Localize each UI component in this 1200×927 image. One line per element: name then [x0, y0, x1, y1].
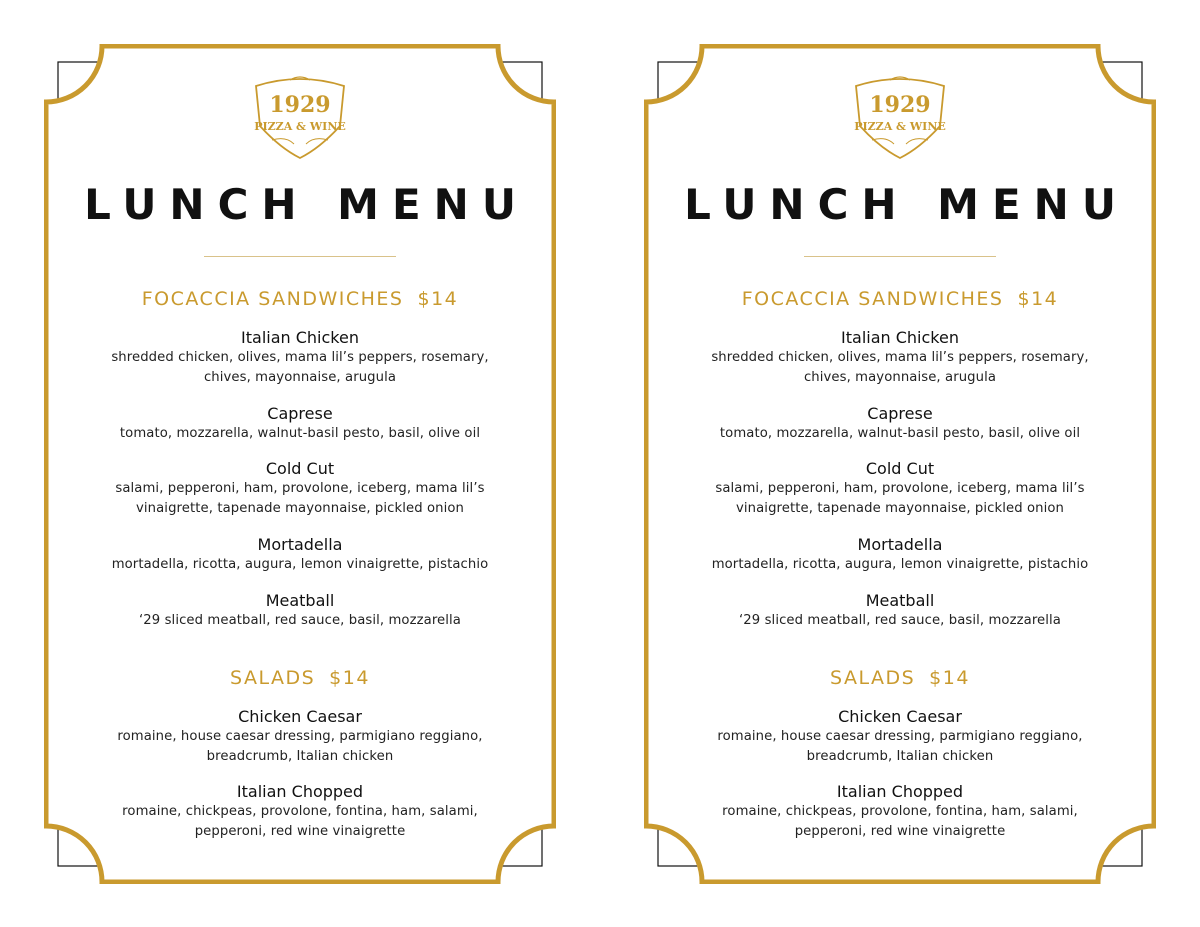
- item-description: tomato, mozzarella, walnut-basil pesto, basil, olive oil: [719, 426, 1081, 441]
- item-description: vinaigrette, tapenade mayonnaise, pickled onion: [136, 501, 464, 516]
- section-price: $14: [329, 667, 370, 689]
- menu-item: [674, 404, 1126, 444]
- item-name: Italian Chopped: [236, 782, 364, 801]
- item-description: pepperoni, red wine vinaigrette: [794, 824, 1006, 839]
- section-heading: [644, 288, 1156, 310]
- item-name: Italian Chicken: [841, 328, 959, 347]
- item-description: breadcrumb, Italian chicken: [806, 749, 994, 764]
- item-description: shredded chicken, olives, mama lil’s peppers, rosemary,: [711, 350, 1089, 365]
- restaurant-logo: [250, 70, 350, 162]
- item-name: Italian Chicken: [241, 328, 359, 347]
- section-name: FOCACCIA SANDWICHES: [741, 288, 1004, 310]
- item-name: Mortadella: [257, 535, 343, 554]
- menu-item: [674, 535, 1126, 575]
- item-name: Caprese: [267, 404, 333, 423]
- item-description: tomato, mozzarella, walnut-basil pesto, basil, olive oil: [119, 426, 481, 441]
- logo-year: 1929: [269, 92, 331, 118]
- item-description: salami, pepperoni, ham, provolone, iceberg, mama lil’s: [715, 481, 1085, 496]
- item-name: Meatball: [865, 591, 935, 610]
- menu-item: [674, 707, 1126, 767]
- item-name: Chicken Caesar: [238, 707, 362, 726]
- menu-item: [74, 535, 526, 575]
- item-description: ‘29 sliced meatball, red sauce, basil, mozzarella: [739, 613, 1061, 628]
- section-name: FOCACCIA SANDWICHES: [141, 288, 404, 310]
- item-name: Caprese: [867, 404, 933, 423]
- menu-title: LUNCH MENU: [684, 180, 1129, 229]
- menu-title: LUNCH MENU: [84, 180, 529, 229]
- section-heading: [44, 667, 556, 689]
- item-description: pepperoni, red wine vinaigrette: [194, 824, 406, 839]
- item-description: romaine, chickpeas, provolone, fontina, ham, salami,: [722, 804, 1078, 819]
- section-name: SALADS: [230, 667, 316, 689]
- item-description: vinaigrette, tapenade mayonnaise, pickled onion: [736, 501, 1064, 516]
- logo-year: 1929: [869, 92, 931, 118]
- menu-item: [74, 459, 526, 519]
- section-heading: [644, 667, 1156, 689]
- menu-item: [74, 707, 526, 767]
- item-name: Cold Cut: [265, 459, 335, 478]
- item-description: mortadella, ricotta, augura, lemon vinaigrette, pistachio: [111, 557, 489, 572]
- item-description: mortadella, ricotta, augura, lemon vinaigrette, pistachio: [711, 557, 1089, 572]
- item-name: Italian Chopped: [836, 782, 964, 801]
- section-heading: [44, 288, 556, 310]
- section-price: $14: [417, 288, 459, 310]
- divider-line: [204, 256, 396, 257]
- item-description: breadcrumb, Italian chicken: [206, 749, 394, 764]
- logo-subtitle: PIZZA & WINE: [254, 120, 346, 133]
- section-price: $14: [929, 667, 970, 689]
- item-description: shredded chicken, olives, mama lil’s peppers, rosemary,: [111, 350, 489, 365]
- item-description: romaine, chickpeas, provolone, fontina, ham, salami,: [122, 804, 478, 819]
- logo-subtitle: PIZZA & WINE: [854, 120, 946, 133]
- item-description: romaine, house caesar dressing, parmigiano reggiano,: [117, 729, 483, 744]
- menu-item: [674, 591, 1126, 631]
- item-name: Cold Cut: [865, 459, 935, 478]
- section-price: $14: [1017, 288, 1059, 310]
- item-description: chives, mayonnaise, arugula: [203, 370, 397, 385]
- divider-line: [804, 256, 996, 257]
- menu-item: [74, 591, 526, 631]
- menu-item: [74, 328, 526, 388]
- item-name: Meatball: [265, 591, 335, 610]
- section-name: SALADS: [830, 667, 916, 689]
- menu-item: [74, 404, 526, 444]
- item-description: chives, mayonnaise, arugula: [803, 370, 997, 385]
- menu-item: [674, 328, 1126, 388]
- item-name: Mortadella: [857, 535, 943, 554]
- menu-item: [74, 782, 526, 842]
- menu-item: [674, 459, 1126, 519]
- item-name: Chicken Caesar: [838, 707, 962, 726]
- menu-item: [674, 782, 1126, 842]
- menu-card-left: [44, 44, 556, 884]
- menu-card-right: [644, 44, 1156, 884]
- item-description: salami, pepperoni, ham, provolone, iceberg, mama lil’s: [115, 481, 485, 496]
- item-description: romaine, house caesar dressing, parmigiano reggiano,: [717, 729, 1083, 744]
- item-description: ‘29 sliced meatball, red sauce, basil, mozzarella: [139, 613, 461, 628]
- restaurant-logo: [850, 70, 950, 162]
